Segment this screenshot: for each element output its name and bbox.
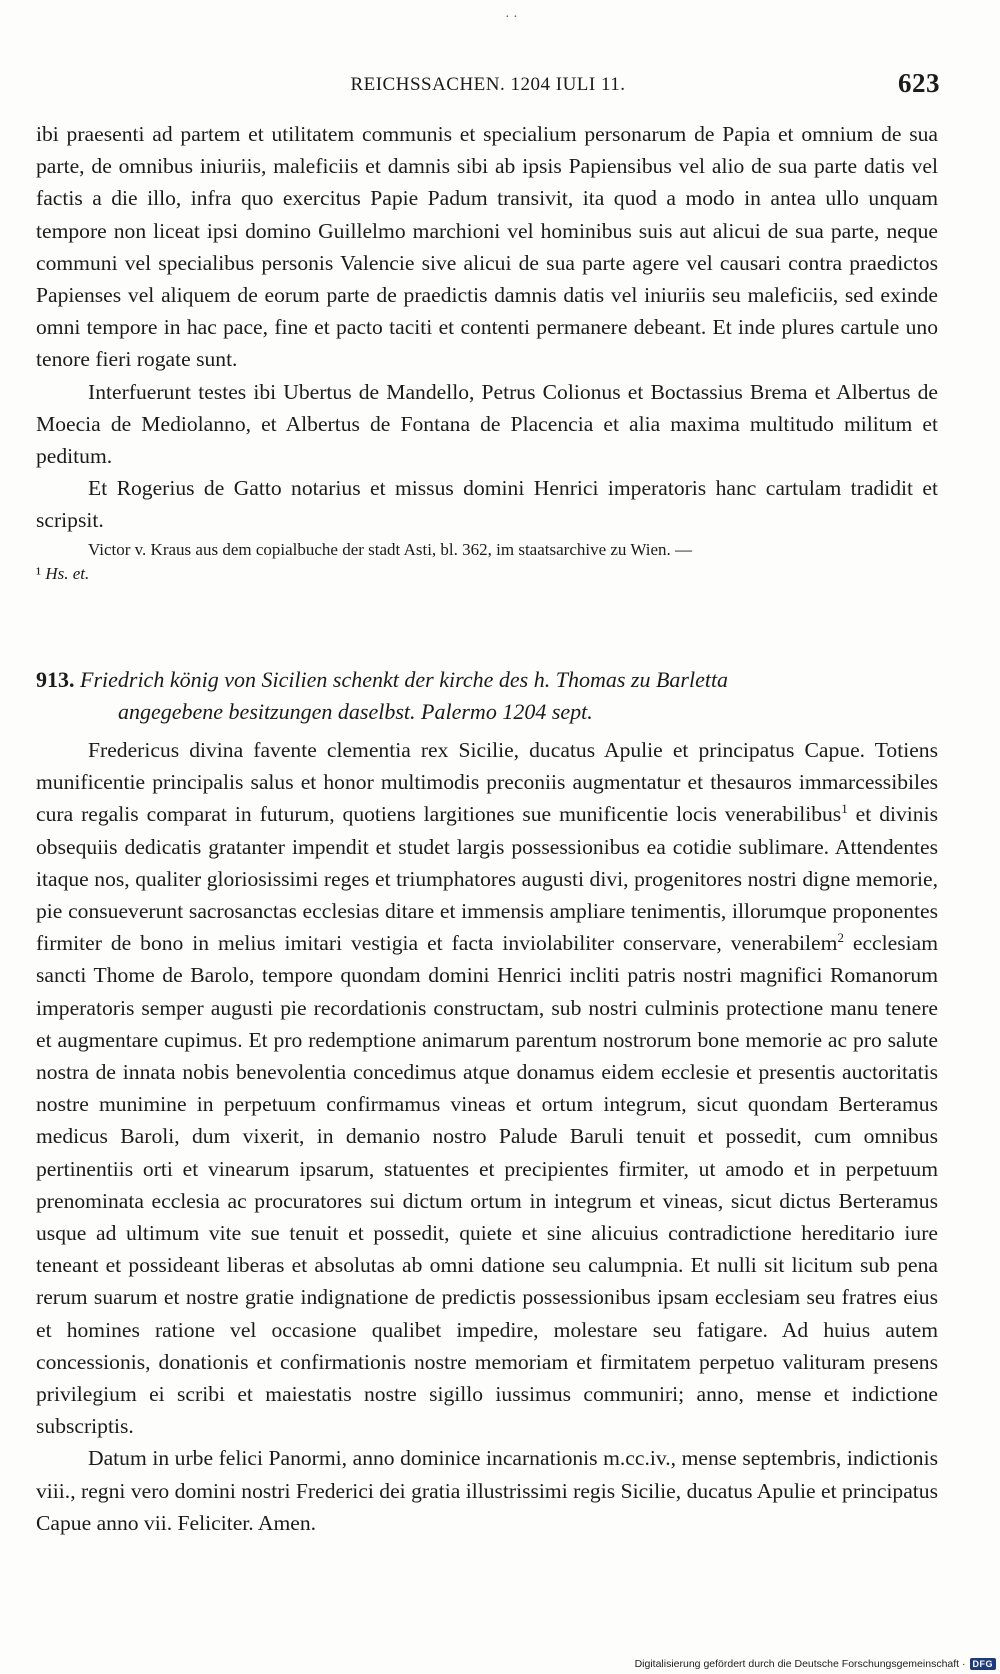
running-title: REICHSSACHEN. 1204 IULI 11.: [350, 74, 626, 95]
document-heading: [36, 664, 938, 728]
document-title-line1: Friedrich könig von Sicilien schenkt der kirche des h. Thomas zu Barletta: [80, 667, 729, 692]
section-reichssachen: [36, 118, 938, 585]
page-number: 623: [898, 68, 940, 98]
dfg-logo: DFG: [970, 1658, 997, 1670]
footnote-ref-2: 2: [837, 930, 844, 946]
digitization-credit: [635, 1658, 996, 1670]
paragraph-charter-end: ibi praesenti ad partem et utilitatem communis et specialium personarum de Papia et omnium de sua parte, de omnibus iniuriis, maleficiis et damnis sibi ab ipsis Papiensibus vel alio de sua parte datis vel factis a die illo, infra quo exercitus Papie Padum transivit, ita quod a modo in antea ullo unquam tempore non liceat ipsi domino Guillelmo marchioni vel hominibus suis aut alicui de sua parte, neque communi vel specialibus personis Valencie sive alicui de sua parte agere vel causari contra praedictos Papienses vel aliquem de eorum parte de praedictis damnis datis vel iniuriis seu maleficiis, sed exinde omni tempore in hac pace, fine et pacto taciti et contenti permanere debeant. Et inde plures cartule uno tenore fieri rogate sunt.: [36, 122, 938, 372]
footnote-ref-1: 1: [841, 801, 848, 817]
footnote: [36, 563, 938, 585]
paragraph-notary: Et Rogerius de Gatto notarius et missus domini Henrici imperatoris hanc cartulam tradidit et scripsit.: [36, 476, 938, 533]
privilege-text-a: Fredericus divina favente clementia rex Sicilie, ducatus Apulie et principatus Capue. Totiens munificentie principalis salus et honor multimodis preconiis augmentatur et thesauros immarcessibiles cura regalis comparat in futurum, quotiens largitiones sue munificentie locis venerabilibus: [36, 738, 938, 827]
source-note: Victor v. Kraus aus dem copialbuche der stadt Asti, bl. 362, im staatsarchive zu Wien. —: [88, 539, 693, 559]
footnote-marker: ¹: [36, 563, 42, 583]
paragraph-privilege: [36, 734, 938, 1442]
document-title-line2: angegebene besitzungen daselbst. Palermo 1204 sept.: [118, 699, 593, 724]
document-number: 913.: [36, 667, 75, 692]
paragraph-datum: Datum in urbe felici Panormi, anno dominice incarnationis m.cc.iv., mense septembris, indictionis viii., regni vero domini nostri Frederici dei gratia illustrissimi regis Sicilie, ducatus Apulie et principatus Capue anno vii. Feliciter. Amen.: [36, 1446, 938, 1535]
footnote-text: Hs. et.: [45, 563, 90, 583]
privilege-text-b: et divinis obsequiis dedicatis gratanter impendit et studet largis possessionibus ea cotidie sublimare. Attendentes itaque nos, qualiter gloriosissimi reges et triumphatores augusti divi, progenitores nostri digne memorie, pie consueverunt sacrosanctas ecclesias ditare et immensis ampliare tenimentis, illorumque proponentes firmiter de bono in melius imitari vestigia et facta inviolabiliter conservare, venerabilem: [36, 802, 938, 956]
credit-text: Digitalisierung gefördert durch die Deutsche Forschungsgemeinschaft ·: [634, 1658, 966, 1670]
privilege-text-c: ecclesiam sancti Thome de Barolo, tempore quondam domini Henrici incliti patris nostri magnifici Romanorum imperatoris semper augusti pie recordationis constructam, sub nostri culminis protectione manu tenere et augmentare cupimus. Et pro redemptione animarum parentum nostrorum bone memorie ac pro salute nostra de innata nobis benevolentia concedimus atque donamus eidem ecclesie et presentis auctoritatis nostre munimine in perpetuum confirmamus vineas et ortum integrum, sicut quondam Berteramus medicus Baroli, dum vixerit, in demanio nostro Palude Baruli tenuit et possedit, cum omnibus pertinentiis orti et vinearum ipsarum, statuentes et precipientes firmiter, ut amodo et in perpetuum prenominata ecclesia ac procuratores sui dictum ortum in integrum et vineas, sicut dictus Berteramus usque ad ultimum vite sue tenuit et possedit, quiete et sine alicuius contradictione hereditario iure teneant et possideant liberas et absolutas ab omni datione seu calumpnia. Et nulli sit licitum sub pena rerum suarum et nostre gratie indignatione de predictis possessionibus ipsam ecclesiam seu fratres eius et homines ratione vel occasione qualibet impedire, molestare seu fatigare. Ad huius autem concessionis, donationis et confirmationis nostre memoriam et firmitatem perpetuo valituram presens privilegium ei scribi et maiestatis nostre sigillo iussimus communiri; anno, mense et indictione subscriptis.: [36, 931, 938, 1439]
running-header: [36, 68, 940, 110]
top-mark: · ·: [505, 10, 518, 25]
paragraph-witnesses: Interfuerunt testes ibi Ubertus de Mandello, Petrus Colionus et Boctassius Brema et Albertus de Moecia de Mediolanno, et Albertus de Fontana de Placencia et alia maxima multitudo militum et peditum.: [36, 379, 938, 469]
section-privilege: [36, 734, 938, 1539]
